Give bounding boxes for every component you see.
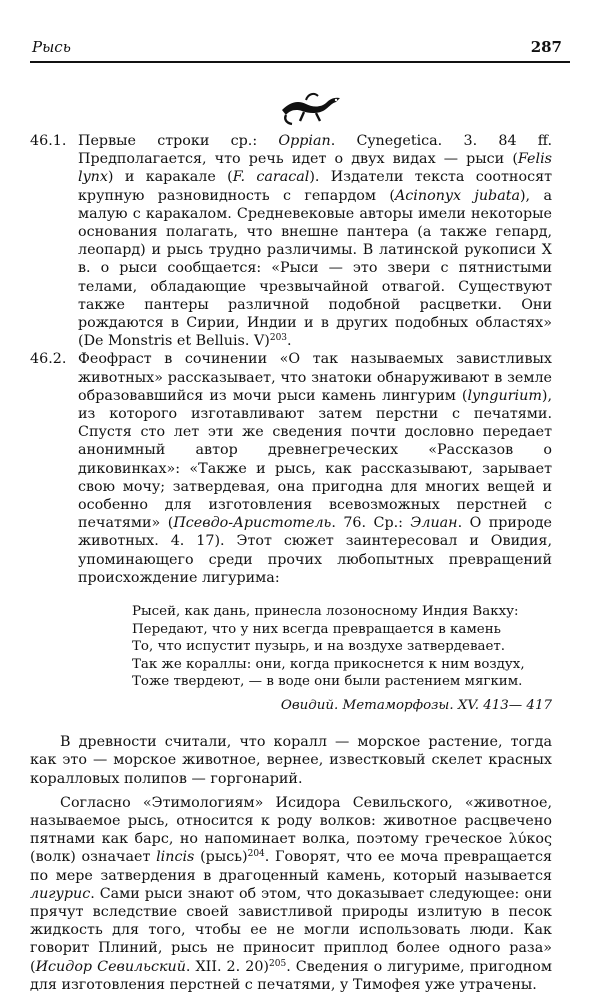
text-run: ), а малую с каракалом. Средневековые авторы имели некоторые основания полагать, что внешне пантера (а также гепард, леопард) и рысь трудно различимы. В латинской рукописи X в. о рыси сообщается: «Рыси — это звери с пятнистыми телами, обладающие чрезвычайной отвагой. Существуют также пантеры различной подобной расцветки. Они рождаются в Сирии, Индии и в других подобных областях» (De Monstris et Belluis. V) [78, 187, 552, 350]
note-text [78, 132, 552, 350]
text-run: . [287, 333, 292, 350]
body-paragraph [30, 794, 552, 994]
footnote-ref: 204 [247, 849, 265, 860]
poem-quote [132, 603, 552, 691]
commentary-note [30, 350, 552, 587]
poem-line: Тоже твердеют, — в воде они были растением мягким. [132, 674, 523, 690]
text-run: . Говорят, что ее моча превращается по мере затвердения в драгоценный камень, который называется [30, 849, 552, 884]
poem-attribution: Овидий. Метаморфозы. XV. 413— 417 [280, 698, 552, 714]
text-run: . Сами рыси знают об этом, что доказывает следующее: они прячут вследствие своей завистливой природы излитую в песок жидкость для того, чтобы ее не могли использовать люди. Как говорит Плиний, рысь не приносит приплод более одного раза» ( [30, 885, 552, 975]
text-run: ). Издатели текста соотносят крупную разновидность с гепардом ( [78, 169, 552, 204]
commentary-note [30, 132, 552, 350]
note-text [78, 350, 552, 587]
italic-text: Псевдо-Аристотель [173, 515, 332, 532]
page-number: 287 [530, 38, 562, 56]
text-run: Феофраст в сочинении «О так называемых завистливых животных» рассказывает, что знатоки обнаруживают в земле образовавшийся из мочи рыси камень лингурим ( [78, 351, 552, 404]
poem-line: Так же кораллы: они, когда прикоснется к ним воздух, [132, 656, 525, 672]
text-run: . 76. Ср.: [331, 515, 411, 532]
lynx-ornament-icon [276, 88, 346, 128]
italic-text: F. caracal [232, 169, 310, 186]
note-number: 46.1. [30, 133, 67, 149]
poem-line: То, что испустит пузырь, и на воздухе затвердевает. [132, 639, 506, 655]
text-run: ) и каракале ( [107, 169, 233, 186]
notes-list [30, 132, 552, 587]
text-run: . Сведения о лигуриме, пригодном для изготовления перстней с печатями, у Тимофея уже утрачены. [30, 958, 553, 993]
footnote-ref: 203 [269, 333, 288, 344]
running-title: Рысь [32, 38, 71, 56]
poem-line: Передают, что у них всегда превращается в камень [132, 621, 501, 637]
italic-text: Acinonyx jubata [394, 187, 520, 204]
text-run: (рысь) [194, 849, 248, 866]
footnote-ref: 205 [269, 958, 287, 969]
italic-text: лигурис [30, 885, 91, 902]
text-run: . XII. 2. 20) [185, 958, 270, 975]
text-run: . О природе животных. 4. 17). Этот сюжет заинтересовал и Овидия, упоминающего среди прочих любопытных превращений происхождение лигурима: [78, 515, 552, 586]
text-run: В древности считали, что коралл — морское растение, тогда как это — морское животное, вернее, известковый скелет красных коралловых полипов — горгонарий. [30, 734, 552, 787]
header-rule [30, 61, 570, 63]
text-run: Согласно «Этимологиям» Исидора Севильского, «животное, называемое рысь, относится к роду волков: животное расцвечено пятнами как барс, но напоминает волка, поэтому греческое λύκος (волк) означает [30, 794, 552, 866]
italic-text: Felis lynx [78, 151, 552, 186]
italic-text: Oppian [278, 133, 331, 149]
italic-text: lyngurium [467, 387, 542, 404]
text-run: . Cynegetica. 3. 84 ff. Предполагается, что речь идет о двух видах — рыси ( [78, 133, 552, 168]
text-run: Первые строки ср.: [78, 133, 279, 149]
italic-text: lincis [156, 849, 195, 866]
text-run: ), из которого изготавливают затем перстни с печатями. Спустя сто лет эти же сведения почти дословно передает анонимный автор древнегреческих «Рассказов о диковинках»: «Также и рысь, как рассказывают, зарывает свою мочу; затвердевая, она пригодна для многих вещей и особенно для изготовления всевозможных перстней с печатями» ( [78, 387, 552, 532]
poem-line: Рысей, как дань, принесла лозоносному Индия Вакху: [132, 604, 519, 620]
italic-text: Элиан [410, 515, 458, 532]
body-paragraph [30, 733, 552, 788]
italic-text: Исидор Севильский [35, 958, 186, 975]
body-paragraphs [30, 733, 552, 994]
page-body [30, 132, 552, 994]
running-header [30, 38, 570, 60]
note-number: 46.2. [30, 351, 67, 368]
